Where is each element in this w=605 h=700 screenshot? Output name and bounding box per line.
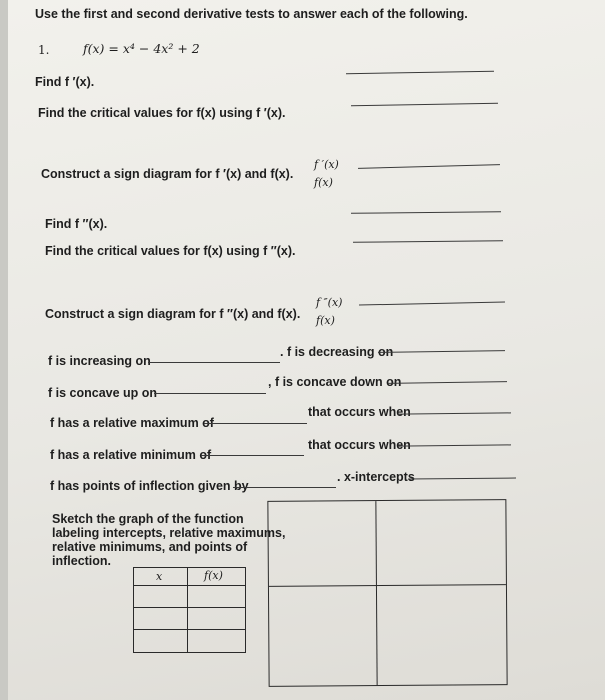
instructions: Use the first and second derivative tests to answer each of the following. bbox=[35, 7, 468, 21]
graph-x-axis bbox=[269, 584, 506, 587]
prompt-find-second-derivative: Find f ″(x). bbox=[45, 217, 108, 231]
graph-y-axis bbox=[375, 501, 377, 685]
label-max-occurs-when: that occurs when bbox=[308, 405, 411, 419]
answer-line-critical-second[interactable] bbox=[353, 240, 503, 243]
sign-label-fprime: f ′(x) bbox=[314, 158, 339, 171]
answer-line-critical-first[interactable] bbox=[351, 103, 498, 107]
blank-decreasing[interactable] bbox=[378, 350, 505, 353]
sketch-instructions-line-3: relative minimums, and points of bbox=[52, 540, 248, 554]
table-row-divider bbox=[134, 629, 245, 630]
sketch-instructions-line-4: inflection. bbox=[52, 554, 112, 568]
sign-label-f-2: f(x) bbox=[316, 314, 335, 327]
prompt-critical-values-first: Find the critical values for f(x) using f ′(x). bbox=[38, 106, 286, 120]
label-relative-minimum: f has a relative minimum of bbox=[50, 448, 212, 462]
problem-number: 1. bbox=[38, 43, 50, 57]
blank-min-occurs-when[interactable] bbox=[398, 444, 511, 446]
blank-max-occurs-when[interactable] bbox=[398, 412, 511, 414]
table-cell[interactable] bbox=[135, 610, 186, 628]
label-relative-maximum: f has a relative maximum of bbox=[50, 416, 214, 430]
answer-line-second-derivative[interactable] bbox=[351, 211, 501, 214]
graph-sketch-area[interactable] bbox=[267, 499, 507, 687]
label-increasing: f is increasing on bbox=[48, 354, 151, 368]
table-cell[interactable] bbox=[190, 588, 243, 606]
answer-line-first-derivative[interactable] bbox=[346, 71, 494, 75]
sketch-instructions-line-2: labeling intercepts, relative maximums, bbox=[52, 526, 286, 540]
table-column-divider bbox=[187, 568, 188, 652]
table-cell[interactable] bbox=[190, 632, 243, 650]
label-x-intercepts: . x-intercepts bbox=[337, 470, 415, 484]
blank-concave-down[interactable] bbox=[388, 381, 507, 384]
sign-diagram-line-fprime[interactable] bbox=[358, 164, 500, 169]
prompt-find-first-derivative: Find f ′(x). bbox=[35, 75, 95, 89]
prompt-sign-diagram-first: Construct a sign diagram for f ′(x) and f(x). bbox=[41, 167, 294, 181]
table-cell[interactable] bbox=[135, 632, 186, 650]
table-header-fx: f(x) bbox=[204, 569, 223, 582]
table-header-divider bbox=[134, 585, 245, 586]
prompt-sign-diagram-second: Construct a sign diagram for f ″(x) and f(x). bbox=[45, 307, 301, 321]
sketch-instructions-line-1: Sketch the graph of the function bbox=[52, 512, 244, 526]
label-inflection-points: f has points of inflection given by bbox=[50, 479, 249, 493]
blank-increasing[interactable] bbox=[148, 362, 280, 363]
sign-label-f-1: f(x) bbox=[314, 176, 333, 189]
label-concave-down: , f is concave down on bbox=[268, 375, 402, 389]
sign-label-fdoubleprime: f ″(x) bbox=[316, 296, 343, 309]
blank-inflection-points[interactable] bbox=[233, 487, 336, 488]
sign-diagram-line-fdoubleprime[interactable] bbox=[359, 301, 505, 305]
worksheet-page bbox=[8, 0, 605, 700]
values-table bbox=[133, 567, 246, 653]
problem-function: f(x) = x⁴ − 4x² + 2 bbox=[83, 41, 200, 56]
table-row-divider bbox=[134, 607, 245, 608]
blank-concave-up[interactable] bbox=[154, 393, 266, 394]
label-min-occurs-when: that occurs when bbox=[308, 438, 411, 452]
blank-relative-maximum[interactable] bbox=[204, 423, 307, 424]
label-decreasing: . f is decreasing on bbox=[280, 345, 394, 359]
blank-x-intercepts[interactable] bbox=[408, 478, 516, 480]
label-concave-up: f is concave up on bbox=[48, 386, 158, 400]
prompt-critical-values-second: Find the critical values for f(x) using f ″(x). bbox=[45, 244, 296, 258]
blank-relative-minimum[interactable] bbox=[201, 455, 304, 456]
table-cell[interactable] bbox=[190, 610, 243, 628]
table-header-x: x bbox=[156, 570, 163, 583]
table-cell[interactable] bbox=[135, 588, 186, 606]
